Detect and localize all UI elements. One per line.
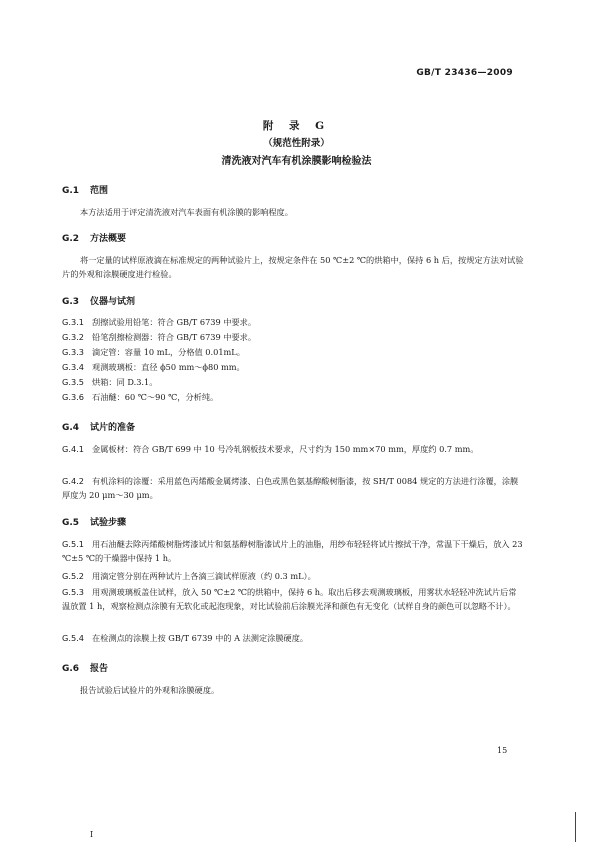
item-number: G.3.3 <box>62 347 84 357</box>
item-text: 石油醚：60 ℃～90 ℃，分析纯。 <box>92 392 219 402</box>
item-text: 用石油醚去除丙烯酸树脂烤漆试片和氨基醇树脂漆试片上的油脂，用纱布轻轻将试片擦拭干净，常温下干燥后，放入 23 ℃±5 ℃的干燥器中保持 1 h。 <box>62 539 523 563</box>
item-text: 有机涂料的涂覆：采用蓝色丙烯酸金属烤漆、白色或黑色氨基醇酸树脂漆，按 SH/T 0084 规定的方法进行涂覆，涂膜厚度为 20 μm～30 μm。 <box>62 476 519 500</box>
section-heading-g5 <box>62 515 126 528</box>
section-title: 方法概要 <box>90 234 127 244</box>
item-text: 观测玻璃板：直径 ϕ50 mm～ϕ80 mm。 <box>92 362 245 372</box>
item-text: 烘箱：同 D.3.1。 <box>92 377 158 387</box>
section-heading-g4 <box>62 420 135 433</box>
section-number: G.5 <box>62 518 80 528</box>
item-number: G.5.4 <box>62 633 84 643</box>
standard-number: GB/T 23436—2009 <box>416 68 513 78</box>
list-item <box>62 315 524 329</box>
list-item <box>62 330 524 344</box>
appendix-nature: （规范性附录） <box>263 138 330 149</box>
list-item <box>62 375 524 389</box>
section-title: 仪器与试剂 <box>90 297 136 307</box>
section-heading-g3 <box>62 294 135 307</box>
section-text-g1: 本方法适用于评定清洗液对汽车表面有机涂膜的影响程度。 <box>80 207 293 217</box>
item-number: G.5.1 <box>62 539 84 549</box>
list-item <box>62 360 524 374</box>
appendix-subject: 清洗液对汽车有机涂膜影响检验法 <box>221 156 372 167</box>
section-heading-g1 <box>62 183 108 196</box>
section-number: G.2 <box>62 234 80 244</box>
list-item <box>62 569 524 583</box>
item-number: G.5.3 <box>62 587 84 597</box>
list-item <box>62 585 524 613</box>
section-number: G.3 <box>62 297 80 307</box>
section-number: G.6 <box>62 664 80 674</box>
section-text-g2: 将一定量的试样原液滴在标准规定的两种试验片上，按规定条件在 50 ℃±2 ℃的烘箱中，保持 6 h 后，按规定方法对试验片的外观和涂膜硬度进行检验。 <box>62 255 524 279</box>
item-number: G.3.1 <box>62 317 84 327</box>
footer-mark: I <box>90 830 94 839</box>
item-text: 铅笔刮擦检测器：符合 GB/T 6739 中要求。 <box>92 332 257 342</box>
item-text: 刮擦试验用铅笔：符合 GB/T 6739 中要求。 <box>92 317 257 327</box>
item-text: 滴定管：容量 10 mL，分格值 0.01mL。 <box>92 347 245 357</box>
list-item <box>62 631 524 645</box>
item-text: 金属板材：符合 GB/T 699 中 10 号冷轧钢板技术要求，尺寸约为 150 mm×70 mm，厚度约 0.7 mm。 <box>92 444 479 454</box>
section-heading-g2 <box>62 231 126 244</box>
section-number: G.4 <box>62 423 80 433</box>
section-text-g6: 报告试验后试验片的外观和涂膜硬度。 <box>80 685 220 695</box>
section-title: 试验步骤 <box>90 518 127 528</box>
item-number: G.4.2 <box>62 476 84 486</box>
item-number: G.3.4 <box>62 362 84 372</box>
list-item <box>62 537 524 565</box>
edge-line <box>575 812 576 842</box>
item-number: G.5.2 <box>62 571 84 581</box>
item-text: 用观测玻璃板盖住试样，放入 50 ℃±2 ℃的烘箱中，保持 6 h。取出后移去观测玻璃板，用雾状水轻轻冲洗试片后常温放置 1 h，观察检测点涂膜有无软化或起泡现象，对比试验前后涂膜光泽和颜色有无变化（试样自身的颜色可以忽略不计）。 <box>62 587 517 611</box>
page-number: 15 <box>497 746 508 755</box>
list-item <box>62 442 524 456</box>
item-number: G.3.2 <box>62 332 84 342</box>
section-title: 报告 <box>90 664 109 674</box>
item-text: 用滴定管分别在两种试片上各滴三滴试样原液（约 0.3 mL）。 <box>92 571 316 581</box>
list-item <box>62 345 524 359</box>
item-text: 在检测点的涂膜上按 GB/T 6739 中的 A 法测定涂膜硬度。 <box>92 633 309 643</box>
item-number: G.4.1 <box>62 444 84 454</box>
list-item <box>62 390 524 404</box>
list-item <box>62 474 524 502</box>
section-title: 范围 <box>90 186 109 196</box>
item-number: G.3.5 <box>62 377 84 387</box>
appendix-title: 附 录 G <box>262 120 331 132</box>
section-title: 试片的准备 <box>90 423 136 433</box>
section-heading-g6 <box>62 661 108 674</box>
item-number: G.3.6 <box>62 392 84 402</box>
section-number: G.1 <box>62 186 80 196</box>
